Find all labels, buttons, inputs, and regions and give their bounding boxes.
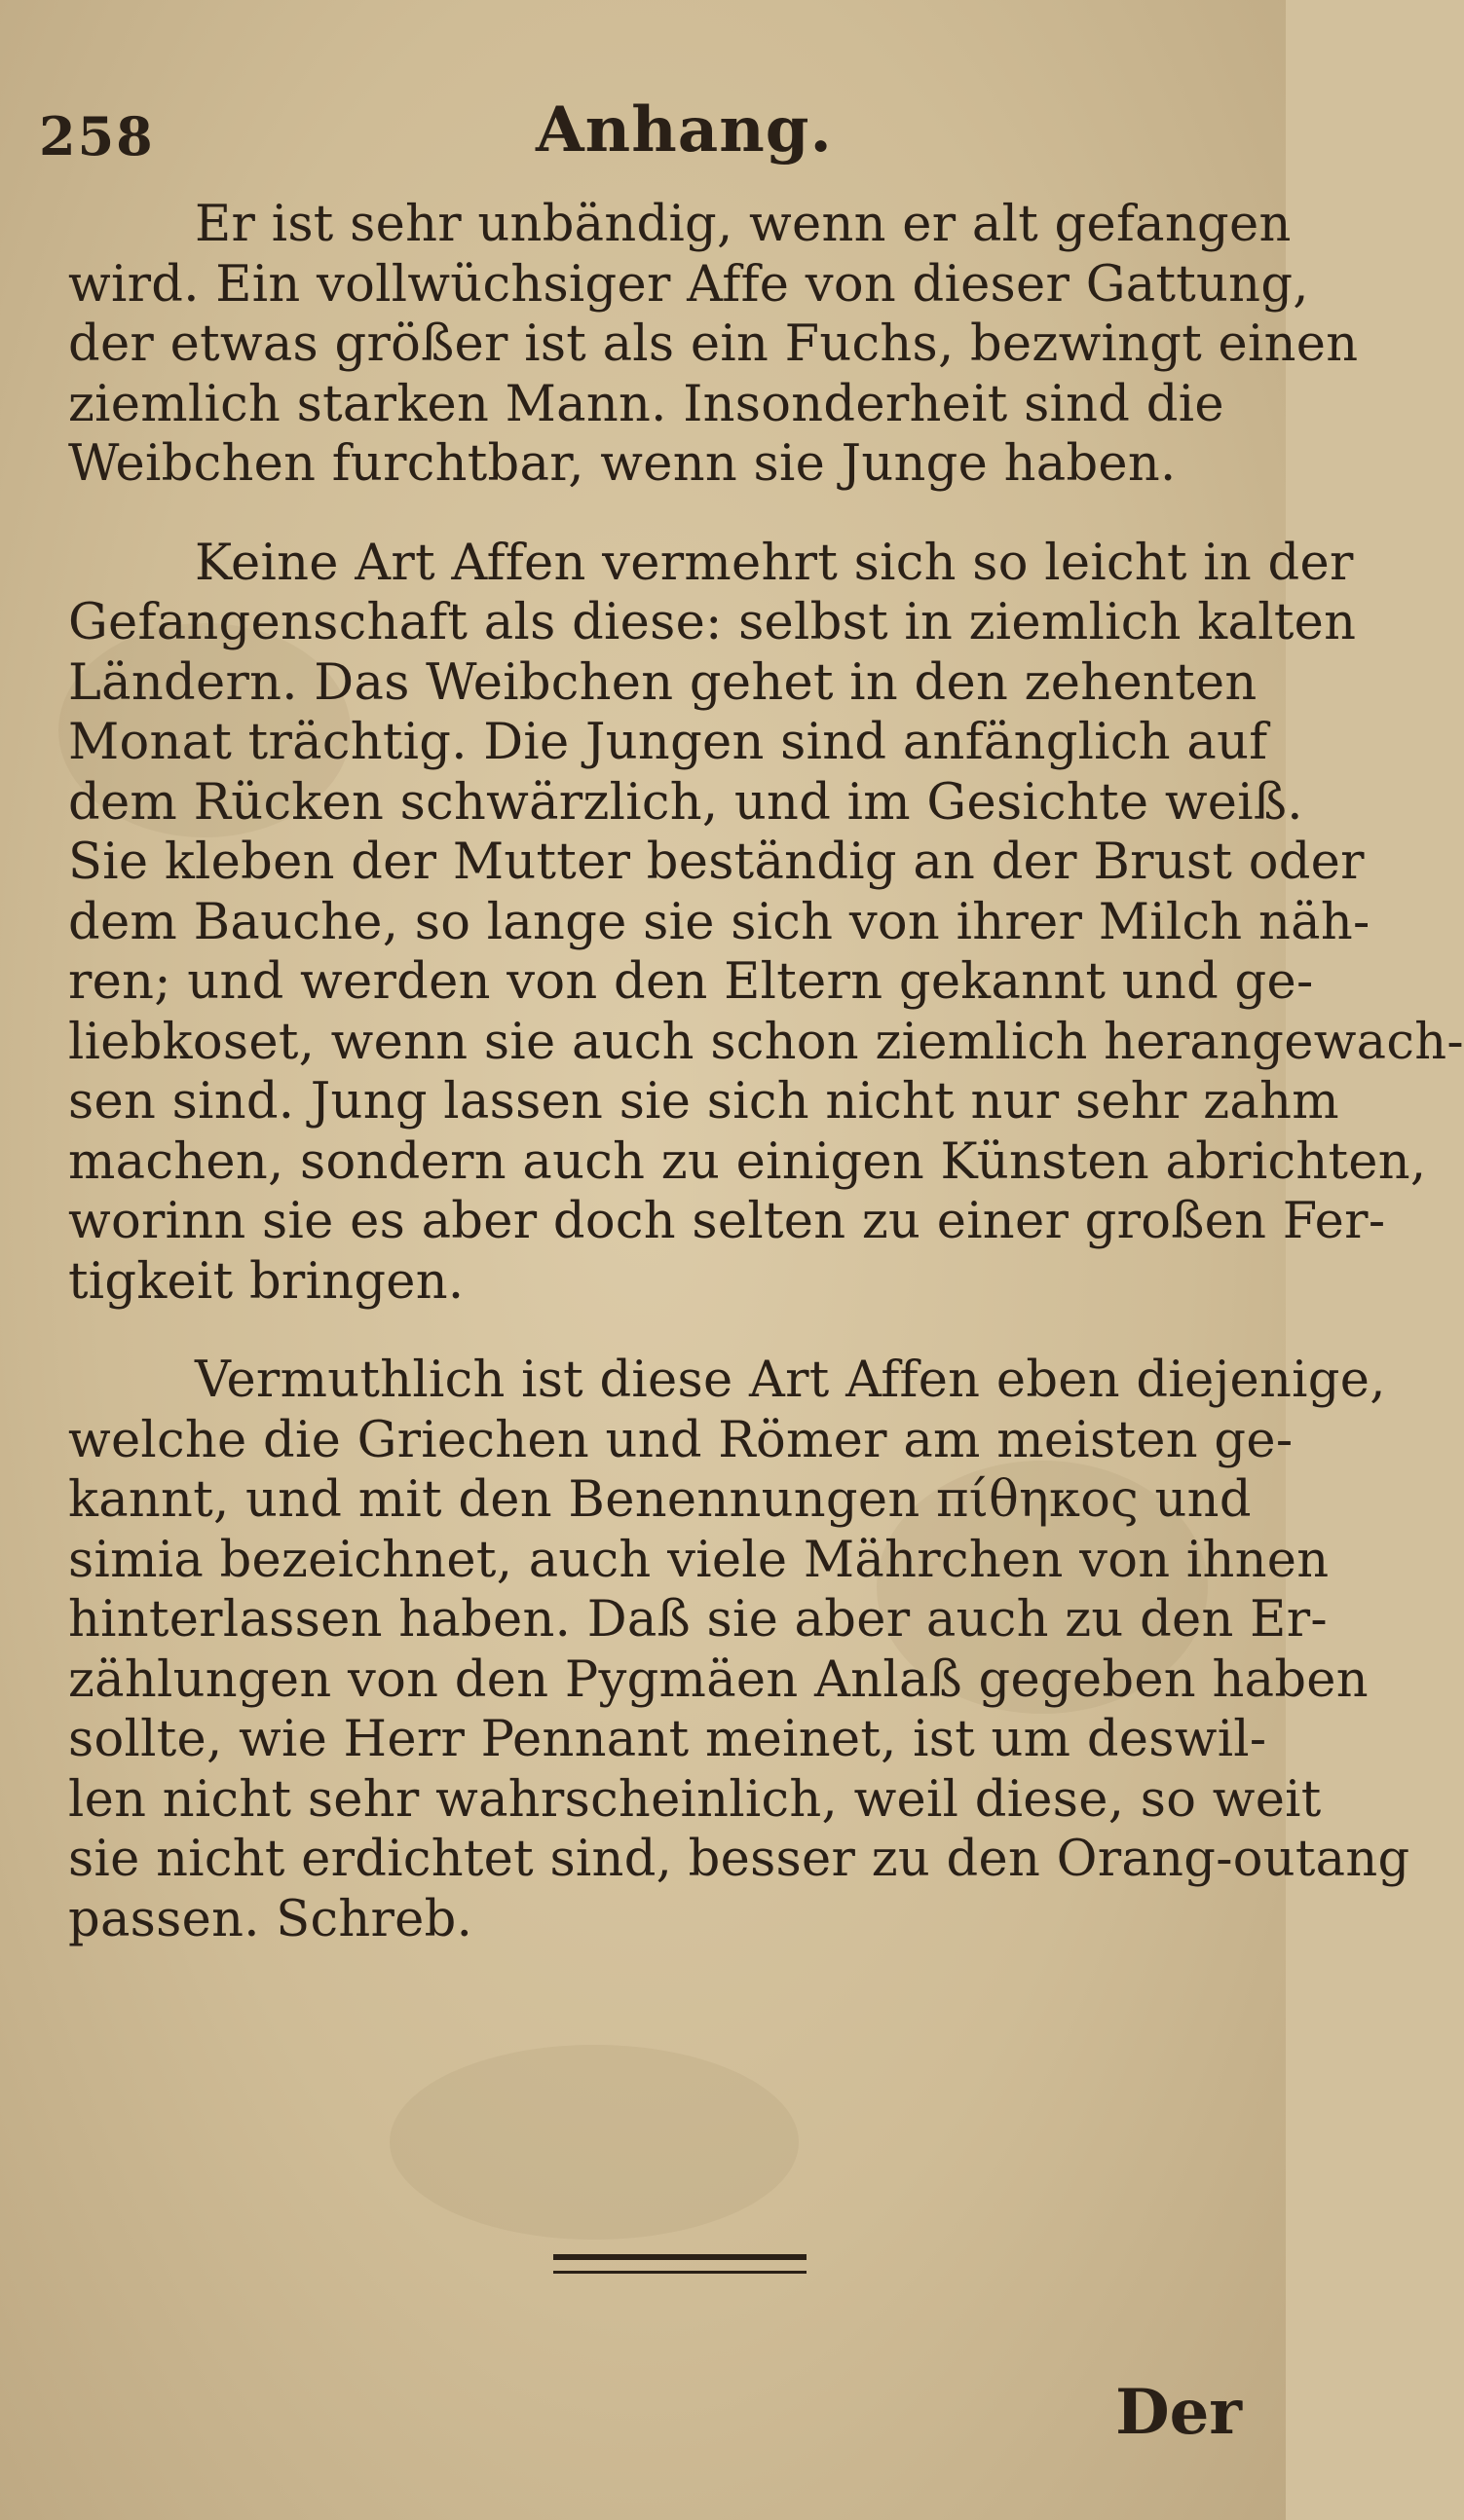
text-line: len nicht sehr wahrscheinlich, weil diese, so weit	[68, 1770, 1322, 1829]
text-line: hinterlassen haben. Daß sie aber auch zu den Er-	[68, 1591, 1328, 1649]
text-line: worinn sie es aber doch selten zu einer großen Fer-	[68, 1193, 1386, 1250]
paper-stain	[390, 2045, 799, 2240]
text-line: Gefangenschaft als diese: selbst in ziemlich kalten	[68, 594, 1357, 651]
section-divider	[553, 2254, 807, 2274]
text-line: tigkeit bringen.	[68, 1252, 465, 1311]
text-line: Er ist sehr unbändig, wenn er alt gefangen	[195, 196, 1292, 253]
text-line: welche die Griechen und Römer am meisten ge-	[68, 1411, 1294, 1469]
running-head: Anhang.	[536, 93, 833, 167]
paragraph-3	[68, 1351, 1410, 1949]
body-text	[68, 195, 1464, 1988]
text-line: ziemlich starken Mann. Insonderheit sind die	[68, 375, 1224, 433]
text-line: Vermuthlich ist diese Art Affen eben diejenige,	[195, 1352, 1386, 1409]
text-line: Monat trächtig. Die Jungen sind anfänglich auf	[68, 714, 1268, 771]
text-line: dem Rücken schwärzlich, und im Gesichte weiß.	[68, 773, 1303, 832]
catchword: Der	[1115, 2376, 1242, 2449]
text-line: passen. Schreb.	[68, 1890, 473, 1948]
text-line: dem Bauche, so lange sie sich von ihrer Milch näh-	[68, 893, 1370, 951]
text-line: sollte, wie Herr Pennant meinet, ist um deswil-	[68, 1711, 1267, 1768]
paragraph-1	[68, 195, 1359, 495]
paragraph-2	[68, 534, 1464, 1313]
text-line: simia bezeichnet, auch viele Mährchen von ihnen	[68, 1531, 1330, 1589]
page-header	[39, 76, 1247, 167]
text-line: der etwas größer ist als ein Fuchs, bezwingt einen	[68, 315, 1359, 373]
text-line: sen sind. Jung lassen sie sich nicht nur sehr zahm	[68, 1073, 1339, 1130]
text-line: ren; und werden von den Eltern gekannt und ge-	[68, 953, 1314, 1011]
text-line: kannt, und mit den Benennungen πίθηκος und	[68, 1471, 1252, 1529]
text-line: liebkoset, wenn sie auch schon ziemlich herangewach-	[68, 1013, 1464, 1071]
text-line: wird. Ein vollwüchsiger Affe von dieser Gattung,	[68, 255, 1309, 314]
text-line: Ländern. Das Weibchen gehet in den zehenten	[68, 653, 1258, 712]
text-line: Weibchen furchtbar, wenn sie Junge haben.	[68, 435, 1177, 493]
text-line: zählungen von den Pygmäen Anlaß gegeben haben	[68, 1650, 1369, 1709]
text-line: sie nicht erdichtet sind, besser zu den Orang-outang	[68, 1831, 1410, 1888]
text-line: Keine Art Affen vermehrt sich so leicht in der	[195, 534, 1354, 592]
page-number: 258	[39, 105, 155, 167]
text-line: Sie kleben der Mutter beständig an der Brust oder	[68, 834, 1365, 891]
text-line: machen, sondern auch zu einigen Künsten abrichten,	[68, 1132, 1427, 1191]
